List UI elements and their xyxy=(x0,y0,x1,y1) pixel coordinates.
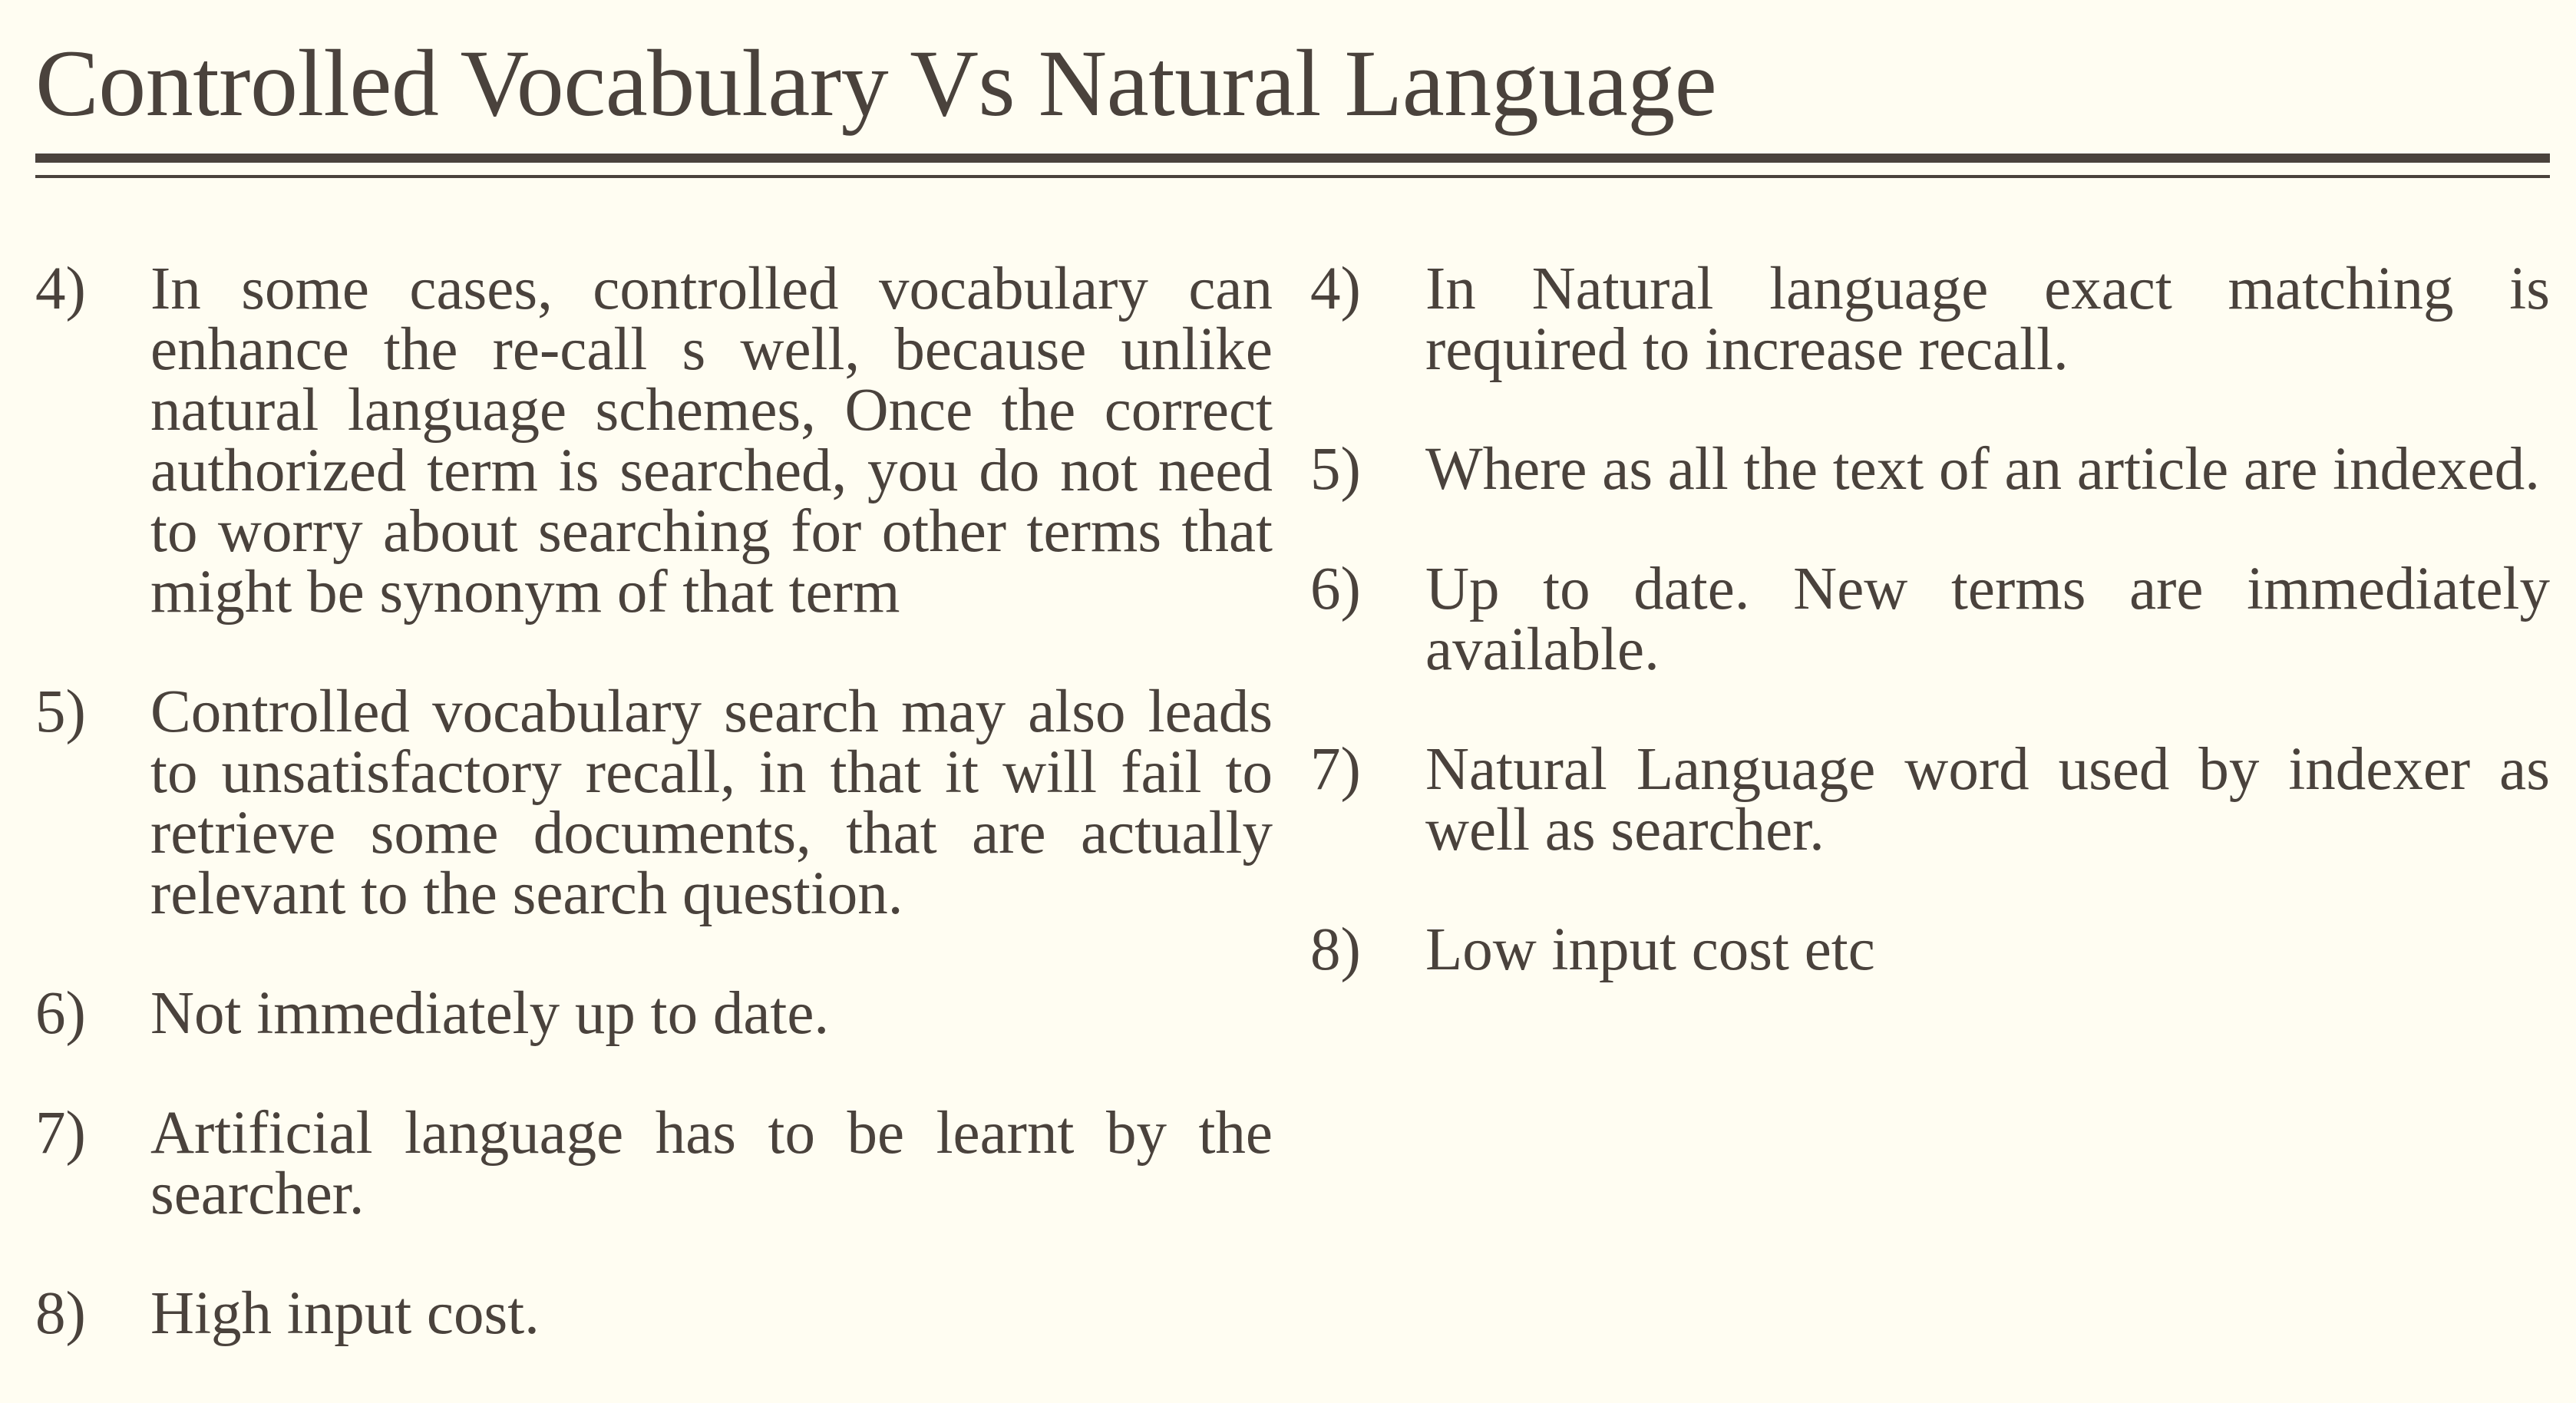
item-text: Natural Language word used by indexer as well as searcher. xyxy=(1425,736,2550,863)
item-text: Up to date. New terms are immediately available. xyxy=(1425,556,2550,683)
item-number: 7) xyxy=(35,1100,86,1167)
item-text: Controlled vocabulary search may also leads to unsatisfactory recall, in that it will fail to retrieve some documents, that are actually relevant to the search question. xyxy=(150,678,1273,927)
item-text: Artificial language has to be learnt by the searcher. xyxy=(150,1100,1273,1227)
list-item xyxy=(1310,916,2550,983)
title-underline-thin xyxy=(35,175,2550,178)
item-text: Low input cost etc xyxy=(1425,916,1875,983)
list-item xyxy=(1310,736,2550,863)
item-text: High input cost. xyxy=(150,1280,540,1347)
item-number: 8) xyxy=(1310,916,1361,983)
item-text: Not immediately up to date. xyxy=(150,980,830,1047)
item-text: In Natural language exact matching is required to increase recall. xyxy=(1425,256,2550,383)
list-item xyxy=(35,678,1273,927)
title-underline-thick xyxy=(35,154,2550,163)
item-number: 6) xyxy=(1310,556,1361,622)
list-item xyxy=(35,980,1273,1047)
list-item xyxy=(35,1280,1273,1347)
item-text: In some cases, controlled vocabulary can enhance the re-call s well, because unlike natural language schemes, Once the correct authorized term is searched, you do not need to worry about searching for other terms that might be synonym of that term xyxy=(150,256,1273,626)
item-number: 5) xyxy=(1310,436,1361,503)
item-number: 6) xyxy=(35,980,86,1047)
list-item xyxy=(35,256,1273,626)
item-number: 8) xyxy=(35,1280,86,1347)
item-number: 4) xyxy=(1310,256,1361,322)
natural-language-list xyxy=(1310,256,2550,1039)
slide-title: Controlled Vocabulary Vs Natural Language xyxy=(35,31,1717,136)
list-item xyxy=(1310,436,2550,503)
list-item xyxy=(1310,256,2550,383)
item-text: Where as all the text of an article are indexed. xyxy=(1425,436,2540,503)
item-number: 7) xyxy=(1310,736,1361,803)
controlled-vocabulary-list xyxy=(35,256,1273,1403)
item-number: 5) xyxy=(35,678,86,745)
list-item xyxy=(1310,556,2550,683)
list-item xyxy=(35,1100,1273,1227)
item-number: 4) xyxy=(35,256,86,322)
